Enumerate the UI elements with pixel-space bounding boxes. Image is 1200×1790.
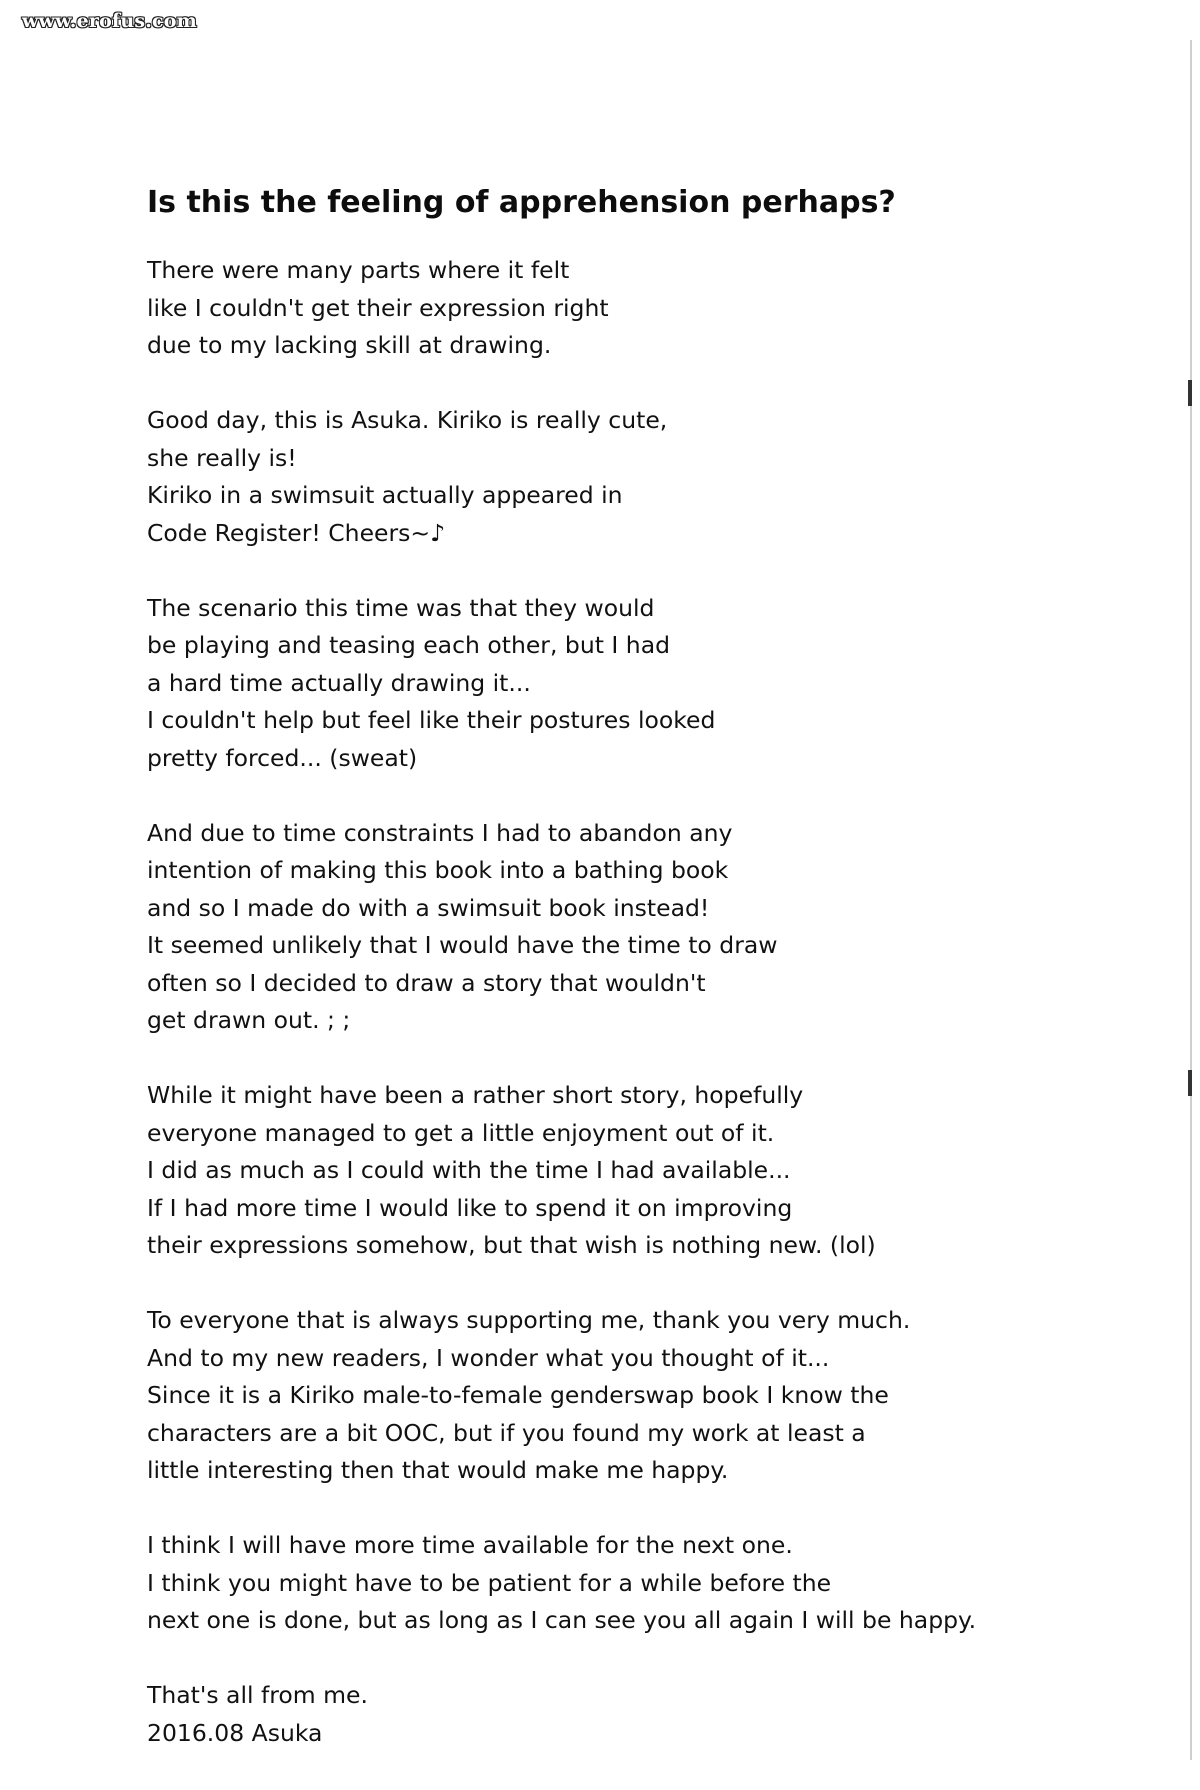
paragraph [147, 1077, 1167, 1265]
text-line: like I couldn't get their expression right [147, 293, 609, 322]
text-line: While it might have been a rather short story, hopefully [147, 1081, 804, 1109]
text-line: Good day, this is Asuka. Kiriko is really cute, [147, 406, 668, 434]
text-line: If I had more time I would like to spend it on improving [147, 1193, 793, 1222]
text-line: I couldn't help but feel like their postures looked [147, 706, 716, 734]
text-line: get drawn out. ; ; [147, 1006, 351, 1034]
text-line: she really is! [147, 443, 297, 472]
text-line: I think I will have more time available for the next one. [147, 1531, 793, 1559]
text-line: 2016.08 Asuka [147, 1718, 323, 1747]
text-line: Code Register! Cheers~♪ [147, 518, 446, 547]
text-line: That's all from me. [147, 1681, 368, 1709]
text-line: due to my lacking skill at drawing. [147, 331, 552, 359]
text-line: I did as much as I could with the time I had available... [147, 1156, 791, 1184]
paragraph [147, 1302, 1167, 1490]
text-line: pretty forced... (sweat) [147, 743, 418, 772]
paragraph [147, 590, 1167, 778]
text-line: characters are a bit OOC, but if you found my work at least a [147, 1418, 866, 1447]
text-line: next one is done, but as long as I can see you all again I will be happy. [147, 1606, 977, 1634]
page-edge [1190, 40, 1192, 1760]
text-line: little interesting then that would make me happy. [147, 1456, 729, 1484]
text-line: To everyone that is always supporting me, thank you very much. [147, 1306, 911, 1334]
afterword-body [147, 252, 1167, 1752]
text-line: Kiriko in a swimsuit actually appeared in [147, 481, 623, 509]
afterword-title: Is this the feeling of apprehension perhaps? [147, 185, 896, 220]
text-line: There were many parts where it felt [147, 256, 570, 284]
paragraph [147, 1677, 1167, 1752]
text-line: and so I made do with a swimsuit book instead! [147, 893, 710, 922]
text-line: often so I decided to draw a story that wouldn't [147, 968, 706, 997]
text-line: intention of making this book into a bathing book [147, 856, 729, 884]
paragraph [147, 815, 1167, 1040]
text-line: be playing and teasing each other, but I had [147, 631, 671, 659]
text-line: And to my new readers, I wonder what you thought of it... [147, 1343, 830, 1372]
text-line: their expressions somehow, but that wish is nothing new. (lol) [147, 1231, 876, 1259]
text-line: everyone managed to get a little enjoyment out of it. [147, 1118, 775, 1147]
paragraph [147, 252, 1167, 365]
paragraph [147, 402, 1167, 552]
text-line: It seemed unlikely that I would have the time to draw [147, 931, 778, 959]
text-line: The scenario this time was that they would [147, 593, 655, 622]
afterword [147, 183, 1167, 1790]
edge-mark [1188, 380, 1192, 406]
text-line: I think you might have to be patient for a while before the [147, 1568, 832, 1597]
watermark: www.erofus.com [22, 10, 197, 32]
paragraph [147, 1527, 1167, 1640]
text-line: a hard time actually drawing it... [147, 668, 531, 697]
text-line: And due to time constraints I had to abandon any [147, 818, 733, 847]
edge-mark [1188, 1070, 1192, 1096]
text-line: Since it is a Kiriko male-to-female genderswap book I know the [147, 1381, 889, 1409]
